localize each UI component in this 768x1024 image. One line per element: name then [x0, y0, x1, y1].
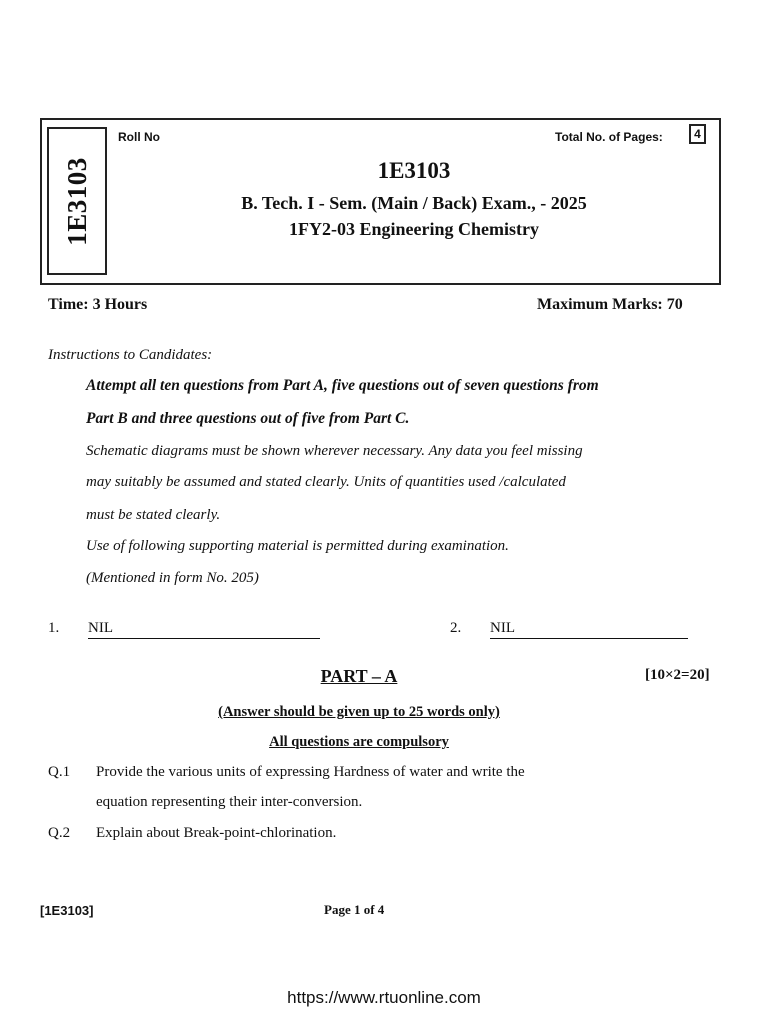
instruction-line: (Mentioned in form No. 205): [86, 570, 259, 586]
material-text: NIL: [490, 620, 688, 639]
footer-page-number: Page 1 of 4: [324, 902, 385, 917]
question-text: Provide the various units of expressing Hardness of water and write the: [96, 764, 525, 780]
instruction-line: Use of following supporting material is permitted during examination.: [86, 538, 509, 554]
question-text: equation representing their inter-conversion.: [96, 794, 363, 810]
instruction-line: Attempt all ten questions from Part A, five questions out of seven questions from: [86, 377, 599, 394]
material-number: 2.: [450, 620, 462, 636]
time-duration: Time: 3 Hours: [48, 296, 148, 313]
question-number: Q.2: [48, 825, 71, 841]
instruction-line: must be stated clearly.: [86, 507, 221, 523]
footer-paper-code: [1E3103]: [40, 903, 94, 918]
instruction-line: may suitably be assumed and stated clearly. Units of quantities used /calculated: [86, 474, 566, 490]
exam-title: B. Tech. I - Sem. (Main / Back) Exam., - 2025: [241, 193, 587, 213]
total-pages-value: 4: [689, 124, 706, 144]
maximum-marks: Maximum Marks: 70: [537, 296, 683, 313]
total-pages-label: Total No. of Pages:: [555, 130, 663, 144]
website-url[interactable]: https://www.rtuonline.com: [287, 988, 481, 1007]
part-a-title: PART – A: [320, 666, 398, 686]
roll-no-label: Roll No: [118, 130, 160, 144]
part-a-marks: [10×2=20]: [645, 667, 710, 683]
question-text: Explain about Break-point-chlorination.: [96, 825, 337, 841]
material-number: 1.: [48, 620, 60, 636]
part-a-note: All questions are compulsory: [269, 734, 449, 750]
instruction-line: Schematic diagrams must be shown wherever necessary. Any data you feel missing: [86, 443, 583, 459]
material-text: NIL: [88, 620, 320, 639]
part-a-note: (Answer should be given up to 25 words only): [218, 704, 500, 720]
instructions-heading: Instructions to Candidates:: [48, 347, 213, 363]
side-code-text: 1E3103: [61, 156, 92, 246]
paper-code: 1E3103: [377, 158, 451, 183]
instruction-line: Part B and three questions out of five from Part C.: [86, 410, 410, 427]
subject-title: 1FY2-03 Engineering Chemistry: [289, 219, 539, 239]
part-a-heading: [0, 666, 718, 687]
question-number: Q.1: [48, 764, 71, 780]
